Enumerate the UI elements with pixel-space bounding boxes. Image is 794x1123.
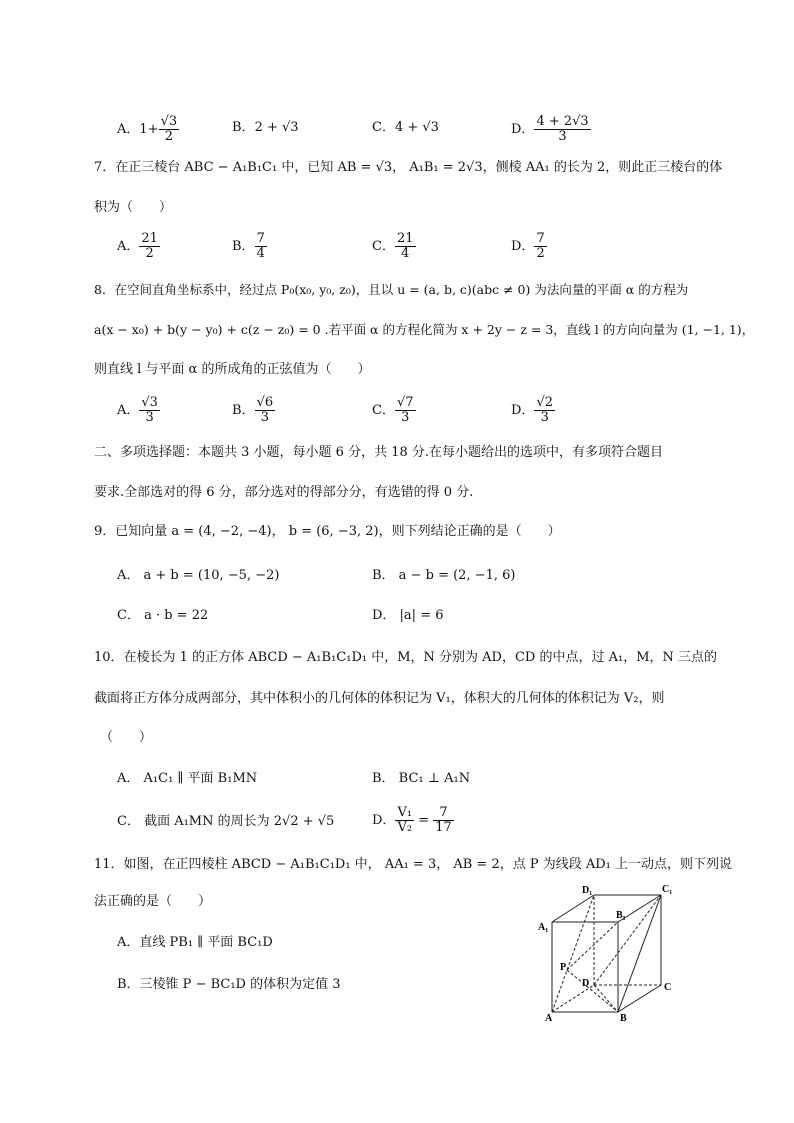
label-p: P <box>560 962 567 973</box>
q11-option-b: B．三棱锥 P − BC₁D 的体积为定值 3 <box>117 977 341 992</box>
segment-a-d1 <box>552 895 594 1012</box>
q6-option-c: C．4 + √3 <box>372 120 439 135</box>
label-a1: A₁ <box>538 922 549 933</box>
q11-stem-line2: 法正确的是（ ） <box>94 894 212 909</box>
q8-stem-line2: a(x − x₀) + b(y − y₀) + c(z − z₀) = 0 .若平面 α 的方程化简为 x + 2y − z = 3，直线 l 的方向向量为 (1, −1, 1)， <box>94 322 755 337</box>
q7-option-a: A． $\frac{21}{2}$ <box>117 231 158 261</box>
q7-option-d: D． $\frac{7}{2}$ <box>511 231 545 261</box>
q7-option-b: B． $\frac{7}{4}$ <box>232 231 265 261</box>
label-b: B <box>620 1013 627 1022</box>
segment-d-b <box>594 985 618 1012</box>
q10-option-d: D． $\frac{\text{V₁}}{\text{V₂}}$ = $\frac{7}{17}$ <box>372 805 452 835</box>
q10-option-c: C． 截面 A₁MN 的周长为 2√2 + √5 <box>117 814 335 829</box>
label-b1: B₁ <box>616 910 626 921</box>
q8-stem-line3: 则直线 l 与平面 α 的所成角的正弦值为（ ） <box>94 362 371 377</box>
edge-a1-d1 <box>552 895 594 922</box>
q9-option-c: C． a · b = 22 <box>117 608 209 623</box>
q10-option-a: A． A₁C₁ ∥ 平面 B₁MN <box>117 771 258 786</box>
q10-stem-line2: 截面将正方体分成两部分，其中体积小的几何体的体积记为 V₁，体积大的几何体的体积记为 V₂，则 <box>94 691 665 706</box>
edge-b-c <box>618 985 661 1012</box>
q11-stem-line1: 11．如图，在正四棱柱 ABCD − A₁B₁C₁D₁ 中， AA₁ = 3， AB = 2，点 P 为线段 AD₁ 上一动点，则下列说 <box>94 857 733 872</box>
q8-option-b: B． $\frac{√6}{3}$ <box>232 395 274 425</box>
q8-option-d: D． $\frac{√2}{3}$ <box>511 395 553 425</box>
q8-option-a: A． $\frac{√3}{3}$ <box>117 395 158 425</box>
q6-option-a: A．1+ $\frac{√3}{2}$ <box>117 114 178 144</box>
prism-figure <box>536 882 686 1022</box>
q7-option-c: C． $\frac{21}{4}$ <box>372 231 414 261</box>
segment-p-b <box>567 970 618 1012</box>
q9-option-b: B． a − b = (2, −1, 6) <box>372 568 516 583</box>
q8-option-c: C． $\frac{√7}{3}$ <box>372 395 414 425</box>
q7-stem-line1: 7．在正三棱台 ABC − A₁B₁C₁ 中，已知 AB = √3， A₁B₁ = 2√3，侧棱 AA₁ 的长为 2，则此正三棱台的体 <box>94 160 723 175</box>
label-c1: C₁ <box>662 884 673 895</box>
q8-stem-line1: 8．在空间直角坐标系中，经过点 P₀(x₀, y₀, z₀)，且以 u = (a, b, c)(abc ≠ 0) 为法向量的平面 α 的方程为 <box>94 282 689 297</box>
q10-stem-line3: （ ） <box>100 730 153 745</box>
segment-d-c1 <box>594 895 661 985</box>
q7-stem-line2: 积为（ ） <box>94 200 173 215</box>
label-a: A <box>545 1013 553 1022</box>
q10-option-b: B． BC₁ ⊥ A₁N <box>372 771 471 786</box>
label-d1: D₁ <box>582 885 593 896</box>
q9-stem: 9．已知向量 a = (4, −2, −4)， b = (6, −3, 2)，则下列结论正确的是（ ） <box>94 524 561 539</box>
q9-option-a: A． a + b = (10, −5, −2) <box>117 568 280 583</box>
q11-option-a: A．直线 PB₁ ∥ 平面 BC₁D <box>117 935 273 950</box>
label-c: C <box>664 982 672 993</box>
edge-a-d <box>552 985 594 1012</box>
q10-stem-line1: 10．在棱长为 1 的正方体 ABCD − A₁B₁C₁D₁ 中，M，N 分别为 AD，CD 的中点，过 A₁，M，N 三点的 <box>94 650 718 665</box>
section2-instructions-line1: 二、多项选择题：本题共 3 小题，每小题 6 分，共 18 分.在每小题给出的选项中，有多项符合题目 <box>94 445 664 460</box>
label-d: D <box>582 978 590 989</box>
q6-option-d: D． $\frac{4 + 2√3}{3}$ <box>511 114 589 144</box>
q9-option-d: D． |a| = 6 <box>372 608 444 623</box>
q6-option-b: B．2 + √3 <box>232 120 299 135</box>
section2-instructions-line2: 要求.全部选对的得 6 分，部分选对的得部分分，有选错的得 0 分. <box>94 485 474 500</box>
